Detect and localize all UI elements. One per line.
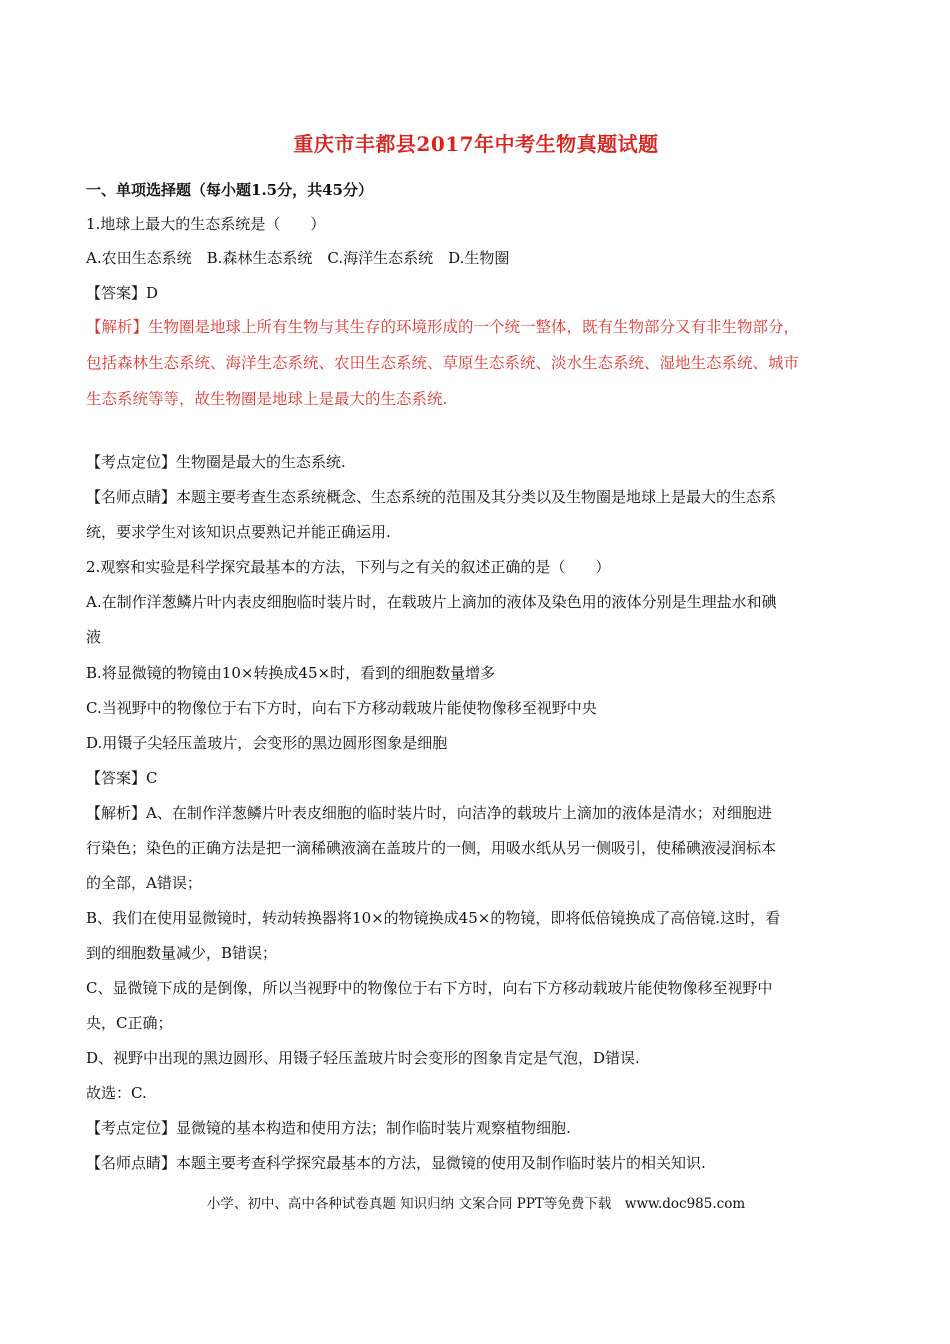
q1-analysis-line: 【解析】生物圈是地球上所有生物与其生存的环境形成的一个统一整体，既有生物部分又有非生物部分， [86, 318, 800, 336]
section-heading: 一、单项选择题（每小题1.5分，共45分） [86, 181, 373, 199]
q2-mingshi: 【名师点睛】本题主要考查科学探究最基本的方法，显微镜的使用及制作临时装片的相关知识. [86, 1154, 706, 1172]
q1-answer: 【答案】D [86, 284, 159, 302]
q1-kaodian: 【考点定位】生物圈是最大的生态系统. [86, 453, 346, 471]
q1-mingshi-line: 统，要求学生对该知识点要熟记并能正确运用. [86, 523, 391, 541]
q2-question: 2.观察和实验是科学探究最基本的方法，下列与之有关的叙述正确的是（ ） [86, 558, 611, 576]
q2-analysis-line: 行染色；染色的正确方法是把一滴稀碘液滴在盖玻片的一侧，用吸水纸从另一侧吸引，使稀碘液浸润标本 [86, 839, 777, 857]
document-title: 重庆市丰都县2017年中考生物真题试题 [293, 132, 659, 156]
q2-answer: 【答案】C [86, 769, 158, 787]
q2-option-c: C.当视野中的物像位于右下方时，向右下方移动载玻片能使物像移至视野中央 [86, 699, 597, 717]
page-footer: 小学、初中、高中各种试卷真题 知识归纳 文案合同 PPT等免费下载 www.doc985.com [206, 1196, 746, 1212]
q1-analysis-line: 生态系统等等，故生物圈是地球上是最大的生态系统. [86, 390, 448, 408]
q2-option-d: D.用镊子尖轻压盖玻片，会变形的黑边圆形图象是细胞 [86, 734, 448, 752]
q1-options: A.农田生态系统 B.森林生态系统 C.海洋生态系统 D.生物圈 [86, 249, 510, 267]
q1-question: 1.地球上最大的生态系统是（ ） [86, 215, 326, 233]
q2-option-a-line: A.在制作洋葱鳞片叶内表皮细胞临时装片时，在载玻片上滴加的液体及染色用的液体分别是生理盐水和碘 [86, 593, 777, 611]
q2-analysis-line: B、我们在使用显微镜时，转动转换器将10×的物镜换成45×的物镜，即将低倍镜换成了高倍镜.这时，看 [86, 909, 781, 927]
q2-option-b: B.将显微镜的物镜由10×转换成45×时，看到的细胞数量增多 [86, 664, 496, 682]
q2-analysis-line: 【解析】A、在制作洋葱鳞片叶表皮细胞的临时装片时，向洁净的载玻片上滴加的液体是清水；对细胞进 [86, 804, 772, 822]
q2-option-a-line: 液 [86, 628, 102, 646]
q2-analysis-line: 故选：C. [86, 1084, 147, 1102]
q2-analysis-line: D、视野中出现的黑边圆形、用镊子轻压盖玻片时会变形的图象肯定是气泡，D错误. [86, 1049, 640, 1067]
q1-mingshi-line: 【名师点睛】本题主要考查生态系统概念、生态系统的范围及其分类以及生物圈是地球上是最大的生态系 [86, 488, 777, 506]
q2-analysis-line: 央，C正确； [86, 1014, 173, 1032]
q2-analysis-line: 到的细胞数量减少，B错误； [86, 944, 278, 962]
q1-analysis-line: 包括森林生态系统、海洋生态系统、农田生态系统、草原生态系统、淡水生态系统、湿地生态系统、城市 [86, 354, 800, 372]
q2-analysis-line: C、显微镜下成的是倒像，所以当视野中的物像位于右下方时，向右下方移动载玻片能使物像移至视野中 [86, 979, 773, 997]
q2-kaodian: 【考点定位】显微镜的基本构造和使用方法；制作临时装片观察植物细胞. [86, 1119, 571, 1137]
q2-analysis-line: 的全部，A错误； [86, 874, 202, 892]
